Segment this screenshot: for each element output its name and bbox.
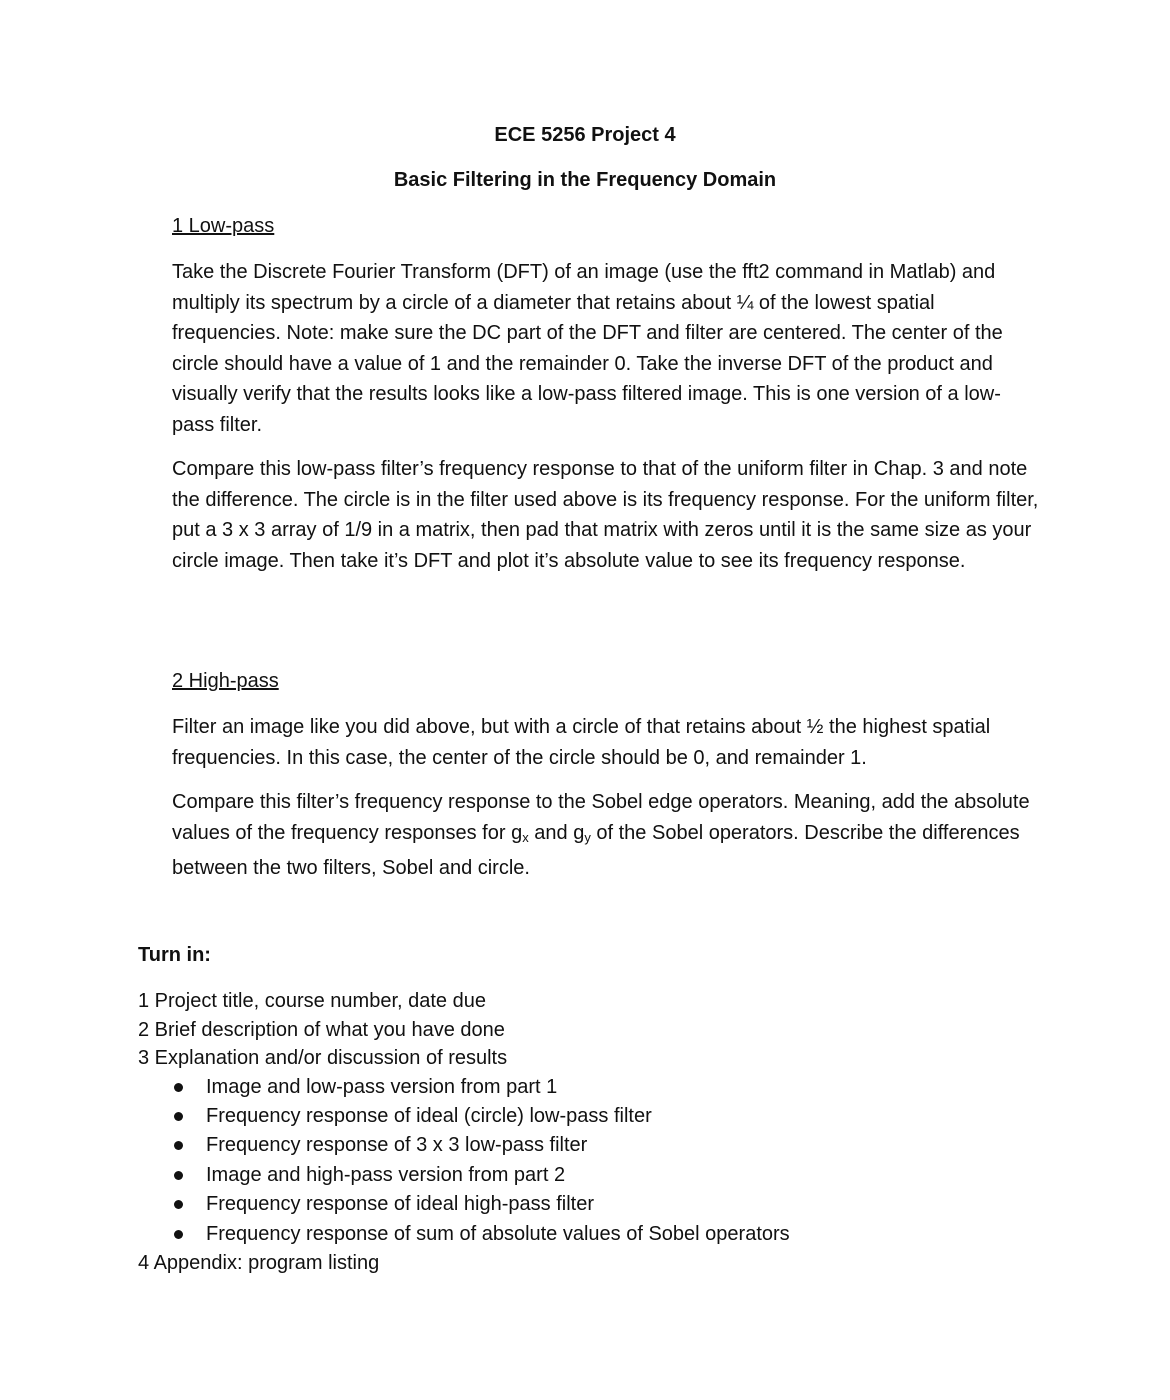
low-pass-paragraph-1: Take the Discrete Fourier Transform (DFT) of an image (use the fft2 command in Matlab) and multiply its spectrum by a circle of a diameter that retains about ¼ of the lowest spatial frequencies. Note: make sure the DC part of the DFT and filter are centered. The center of the circle should have a value of 1 and the remainder 0. Take the inverse DFT of the product and visually verify that the results looks like a low-pass filtered image. This is one version of a low-pass filter. xyxy=(172,261,1003,436)
section-heading-low-pass: 1 Low-pass xyxy=(172,215,275,237)
sub-list-item xyxy=(138,1102,1038,1131)
bullet-icon xyxy=(174,1171,183,1180)
low-pass-paragraph-2: Compare this low-pass filter’s frequency response to that of the uniform filter in Chap. 3 and note the difference. The circle is in the filter used above is its frequency response. For the uniform filter, put a 3 x 3 array of 1/9 in a matrix, then pad that matrix with zeros until it is the same size as your circle image. Then take it’s DFT and plot it’s absolute value to see its frequency response. xyxy=(172,458,1039,572)
turn-in-section xyxy=(138,943,1038,1277)
bullet-icon xyxy=(174,1083,183,1092)
bullet-icon xyxy=(174,1141,183,1150)
list-item: 3 Explanation and/or discussion of results xyxy=(138,1047,508,1069)
sub-list-item-text: Frequency response of sum of absolute values of Sobel operators xyxy=(206,1222,790,1245)
results-sub-list xyxy=(138,1073,1038,1249)
subscript-x: x xyxy=(522,829,529,845)
turn-in-list xyxy=(138,987,1038,1277)
document-title: ECE 5256 Project 4 xyxy=(494,124,676,146)
subscript-y: y xyxy=(584,829,591,845)
sub-list-item xyxy=(138,1190,1038,1219)
sobel-text-part-1: Compare this filter’s frequency response to the Sobel edge operators. Meaning, add the absolute values of the frequency responses for g xyxy=(172,791,1030,844)
bullet-icon xyxy=(174,1112,183,1121)
bullet-icon xyxy=(174,1200,183,1209)
high-pass-paragraph-1: Filter an image like you did above, but with a circle of that retains about ½ the highest spatial frequencies. In this case, the center of the circle should be 0, and remainder 1. xyxy=(172,716,991,769)
sub-list-item-text: Frequency response of 3 x 3 low-pass filter xyxy=(206,1134,588,1157)
sub-list-item xyxy=(138,1131,1038,1160)
list-item: 4 Appendix: program listing xyxy=(138,1251,380,1274)
sub-list-item-text: Frequency response of ideal (circle) low-pass filter xyxy=(206,1104,652,1127)
sub-list-container xyxy=(138,1073,1038,1249)
section-heading-high-pass: 2 High-pass xyxy=(172,670,279,692)
sub-list-item xyxy=(138,1220,1038,1249)
turn-in-heading: Turn in: xyxy=(138,944,211,966)
high-pass-paragraph-2 xyxy=(172,787,1042,884)
document-subtitle: Basic Filtering in the Frequency Domain xyxy=(393,169,777,191)
sub-list-item-text: Frequency response of ideal high-pass filter xyxy=(206,1193,594,1216)
sobel-text-part-3: of the Sobel operators. Describe the differences between the two filters, Sobel and circle. xyxy=(172,821,1020,879)
bullet-icon xyxy=(174,1230,183,1239)
list-item: 2 Brief description of what you have done xyxy=(138,1018,505,1041)
sub-list-item-text: Image and low-pass version from part 1 xyxy=(206,1075,558,1098)
section-high-pass xyxy=(172,669,1042,884)
section-low-pass xyxy=(172,214,1042,576)
sub-list-item xyxy=(138,1073,1038,1102)
sobel-text-part-2: and g xyxy=(528,821,585,844)
list-item: 1 Project title, course number, date due xyxy=(138,990,486,1012)
sub-list-item-text: Image and high-pass version from part 2 xyxy=(206,1163,566,1186)
sub-list-item xyxy=(138,1161,1038,1190)
